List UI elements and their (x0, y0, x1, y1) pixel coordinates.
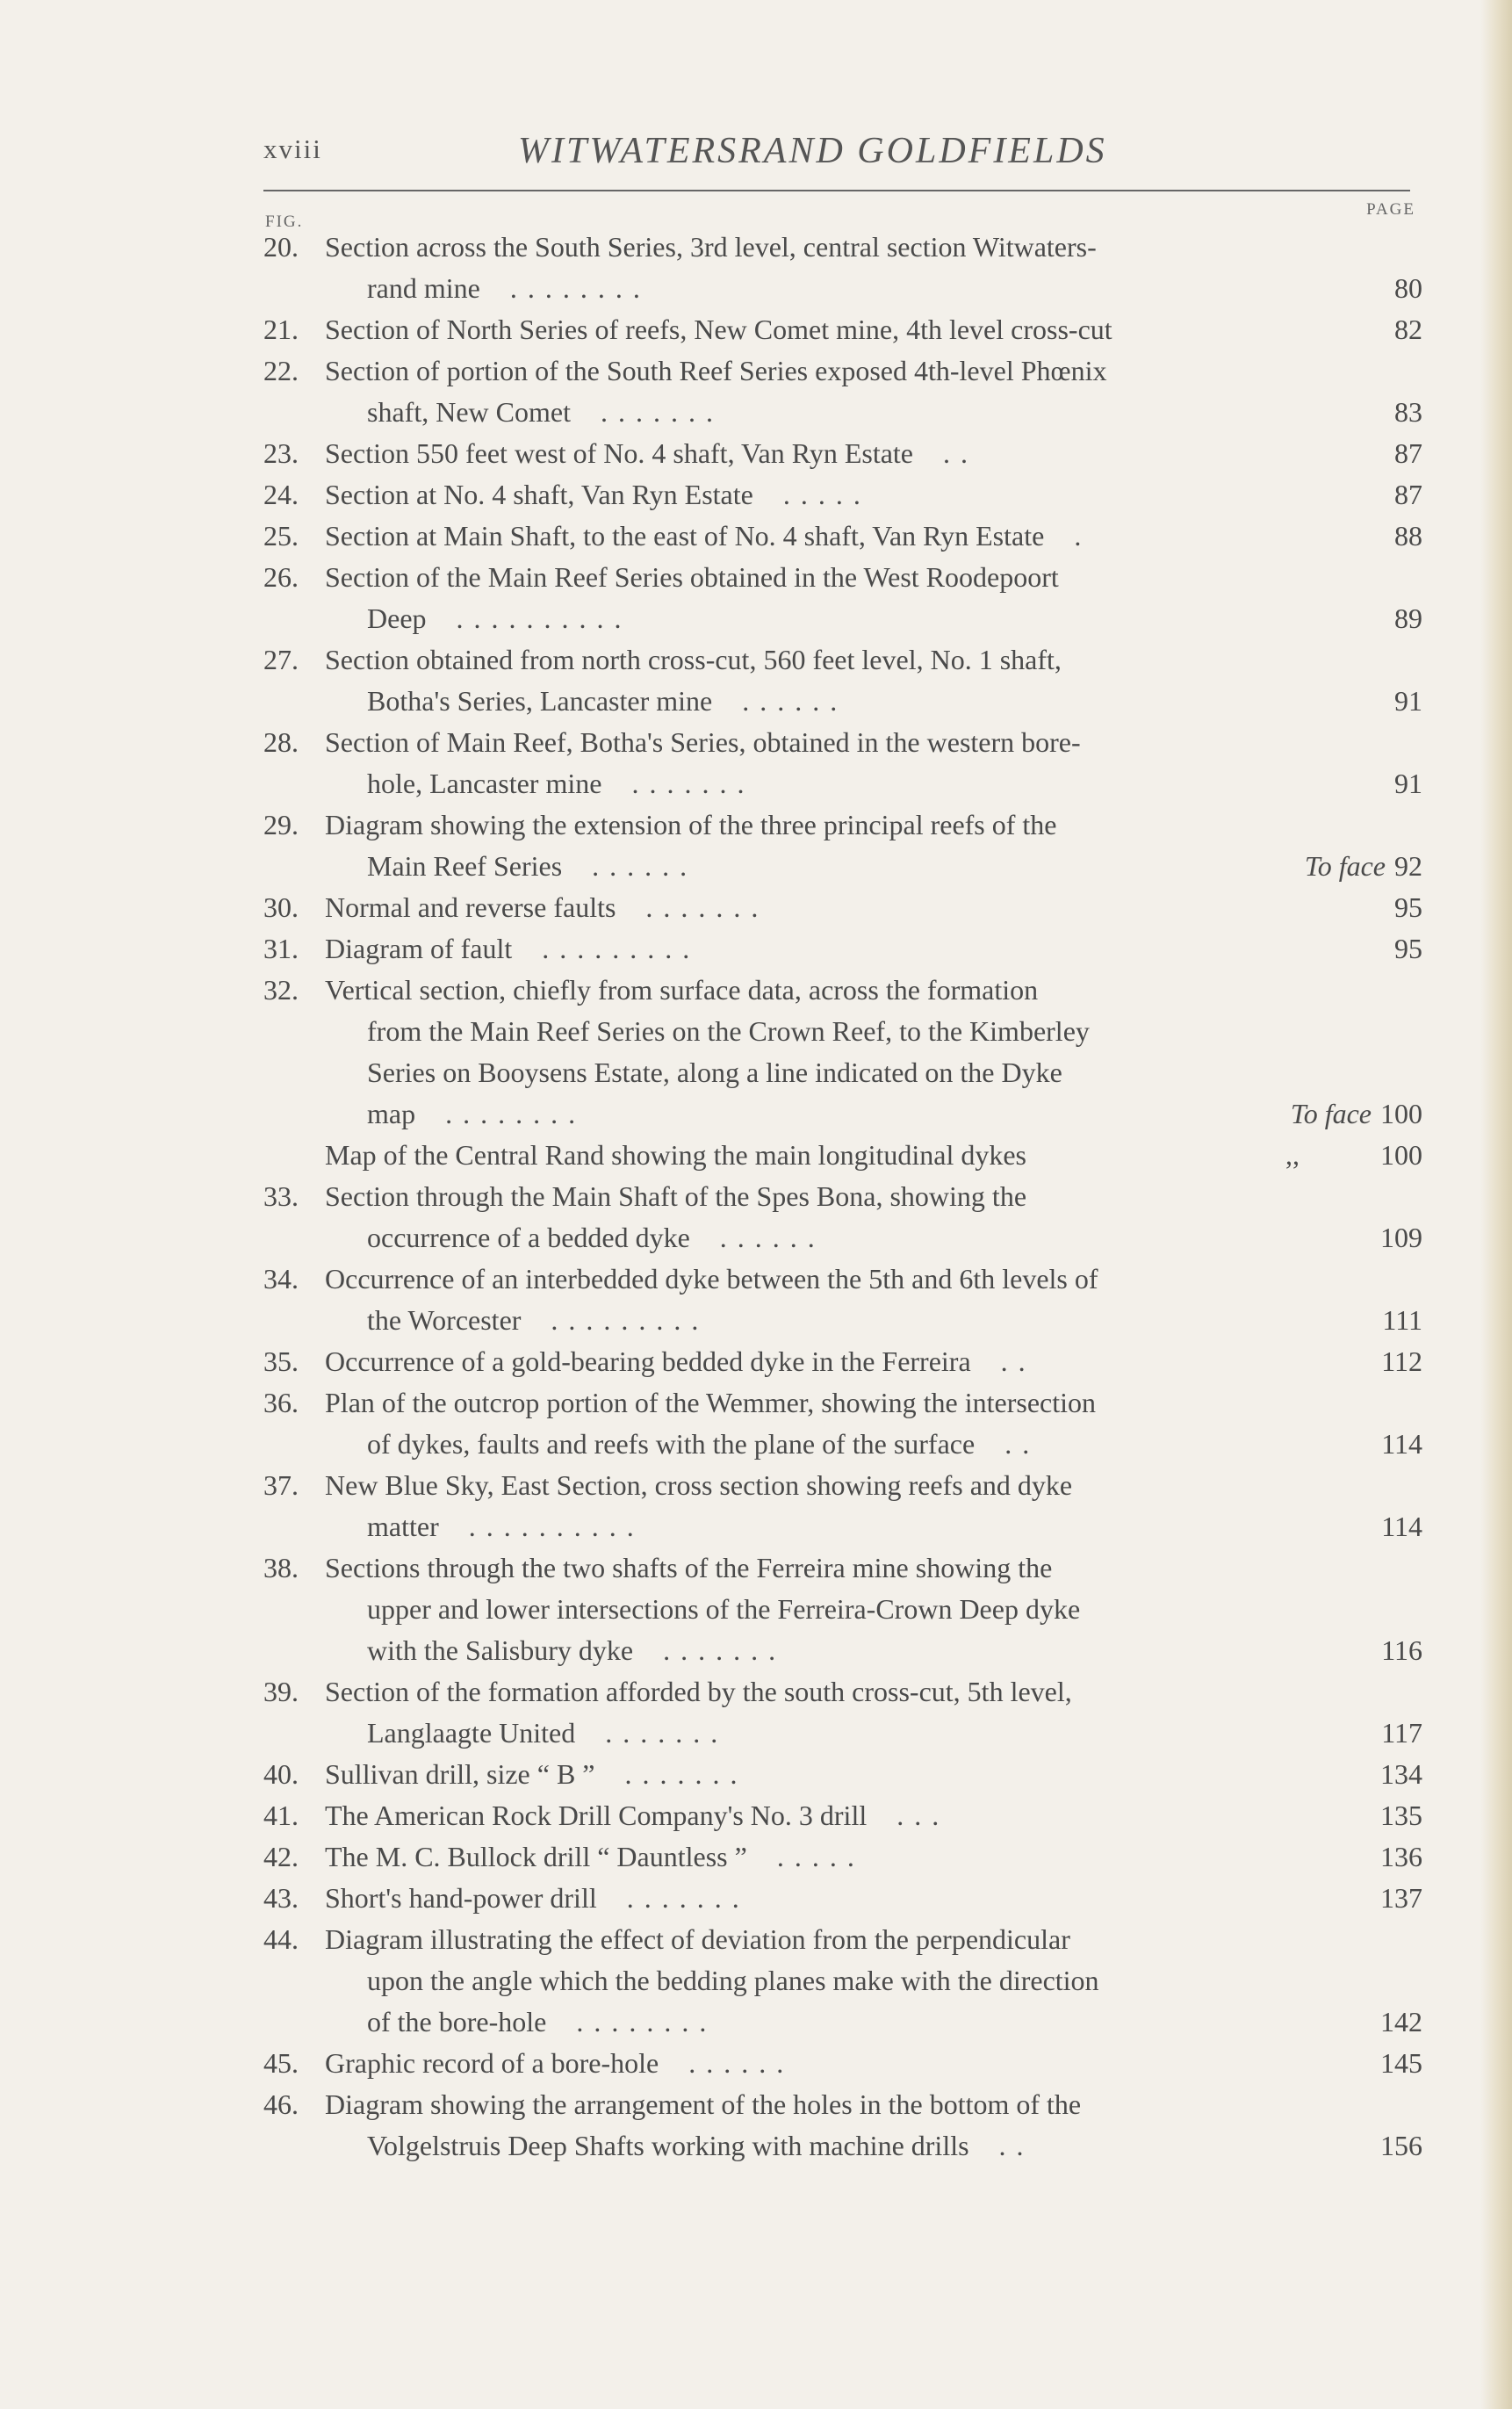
figure-entry (263, 433, 1422, 474)
figure-number: 31. (263, 933, 299, 964)
figure-description (325, 557, 1326, 639)
description-line: occurrence of a bedded dyke . . . . . . (367, 1222, 817, 1253)
leader-dots: . . . (888, 1800, 941, 1831)
page-number: 135 (1380, 1800, 1422, 1831)
figure-number: 20. (263, 231, 299, 263)
figure-number: 40. (263, 1758, 299, 1790)
figure-entry (263, 804, 1422, 887)
leader-dots: . . . . . . . . . (533, 933, 692, 964)
page-number: 87 (1394, 479, 1422, 510)
figure-description (325, 516, 1326, 557)
description-line: Short's hand-power drill . . . . . . . (325, 1882, 741, 1914)
leader-dots: . . . . . . . (596, 1717, 720, 1749)
figure-number: 32. (263, 974, 299, 1006)
leader-dots: . . . . . . . (617, 1882, 741, 1914)
figure-number: 28. (263, 726, 299, 758)
description-line: Graphic record of a bore-hole . . . . . . (325, 2047, 786, 2079)
page-number: 112 (1381, 1345, 1422, 1377)
page-number: To face 92 (1304, 850, 1422, 882)
page-number: 91 (1394, 768, 1422, 799)
leader-dots: . . (991, 1345, 1027, 1377)
page-number: 136 (1380, 1841, 1422, 1872)
description-line: Map of the Central Rand showing the main longitudinal dykes (325, 1139, 1026, 1171)
figure-entry (263, 928, 1422, 970)
figure-number: 21. (263, 314, 299, 345)
figure-entry (263, 1919, 1422, 2043)
figure-entry (263, 1754, 1422, 1795)
figure-entry (263, 227, 1422, 309)
leader-dots: . (1065, 520, 1084, 552)
figure-description (325, 970, 1326, 1135)
figure-number: 24. (263, 479, 299, 510)
description-line: Section through the Main Shaft of the Spes Bona, showing the (325, 1180, 1027, 1212)
figure-entry (263, 1259, 1422, 1341)
ditto-mark: ,, (1285, 1139, 1300, 1171)
description-line: Section at No. 4 shaft, Van Ryn Estate . . . . . (325, 479, 862, 510)
description-line: Normal and reverse faults . . . . . . . (325, 891, 760, 923)
figure-description (325, 1671, 1326, 1754)
page-number: 109 (1380, 1222, 1422, 1253)
leader-dots: . . . . . . (583, 850, 689, 882)
figure-entry (263, 1176, 1422, 1259)
figure-entry (263, 309, 1422, 350)
figure-entry (263, 887, 1422, 928)
figure-description (325, 722, 1326, 804)
description-line: with the Salisbury dyke . . . . . . . (367, 1634, 778, 1666)
figure-number: 43. (263, 1882, 299, 1914)
figure-description (325, 1259, 1326, 1341)
figure-entry (263, 1878, 1422, 1919)
figure-entry (263, 1836, 1422, 1878)
figure-number: 46. (263, 2088, 299, 2120)
leader-dots: . . . . . . . (623, 768, 746, 799)
figure-number: 29. (263, 809, 299, 840)
figure-number: 26. (263, 561, 299, 593)
description-line: Section across the South Series, 3rd level, central section Witwaters- (325, 231, 1097, 263)
leader-dots: . . . . . (774, 479, 862, 510)
figure-entry (263, 1795, 1422, 1836)
figure-entry (263, 722, 1422, 804)
leader-dots: . . . . . . . (616, 1758, 739, 1790)
figure-description (325, 639, 1326, 722)
description-line: of dykes, faults and reefs with the plane of the surface . . (367, 1428, 1032, 1460)
description-line: rand mine . . . . . . . . (367, 272, 642, 304)
figure-number: 23. (263, 437, 299, 469)
figure-description (325, 1836, 1326, 1878)
fig-column-label: FIG. (265, 213, 304, 231)
leader-dots: . . . . . . . . (567, 2006, 709, 2038)
description-line: Section at Main Shaft, to the east of No. 4 shaft, Van Ryn Estate . (325, 520, 1084, 552)
figure-description (325, 1878, 1326, 1919)
figure-description (325, 1465, 1326, 1547)
page-number: 137 (1380, 1882, 1422, 1914)
leader-dots: . . . . . . . . . . (459, 1511, 636, 1542)
leader-dots: . . . . . . (680, 2047, 786, 2079)
description-line: map . . . . . . . . (367, 1098, 578, 1129)
leader-dots: . . . . . . (710, 1222, 817, 1253)
description-line: Occurrence of a gold-bearing bedded dyke in the Ferreira . . (325, 1345, 1027, 1377)
figure-entry (263, 1135, 1422, 1176)
page-number: 83 (1394, 396, 1422, 428)
description-line: Plan of the outcrop portion of the Wemmer, showing the intersection (325, 1387, 1097, 1418)
figure-list (263, 227, 1422, 2167)
description-line: Section obtained from north cross-cut, 560 feet level, No. 1 shaft, (325, 644, 1062, 675)
description-line: shaft, New Comet . . . . . . . (367, 396, 715, 428)
description-line: Diagram showing the extension of the three principal reefs of the (325, 809, 1057, 840)
page-number: 134 (1380, 1758, 1422, 1790)
description-line: Deep . . . . . . . . . . (367, 602, 623, 634)
page (263, 0, 1422, 2409)
page-number: 100 (1380, 1139, 1422, 1171)
description-line: New Blue Sky, East Section, cross section showing reefs and dyke (325, 1469, 1073, 1501)
figure-description (325, 433, 1326, 474)
leader-dots: . . . . . . (733, 685, 839, 717)
description-line: Langlaagte United . . . . . . . (367, 1717, 720, 1749)
figure-description (325, 1341, 1326, 1382)
description-line: matter . . . . . . . . . . (367, 1511, 636, 1542)
description-line: Volgelstruis Deep Shafts working with machine drills . . (367, 2130, 1026, 2161)
to-face-note: To face (1304, 850, 1386, 882)
leader-dots: . . . . . . . . (436, 1098, 578, 1129)
description-line: Diagram showing the arrangement of the holes in the bottom of the (325, 2088, 1082, 2120)
description-line: Diagram of fault . . . . . . . . . (325, 933, 692, 964)
leader-dots: . . . . . . . . . . (447, 602, 623, 634)
description-line: Botha's Series, Lancaster mine . . . . . . (367, 685, 839, 717)
figure-description (325, 2084, 1326, 2167)
figure-number: 39. (263, 1676, 299, 1707)
description-line: Sections through the two shafts of the Ferreira mine showing the (325, 1552, 1053, 1583)
page-number: 80 (1394, 272, 1422, 304)
description-line: upper and lower intersections of the Ferreira-Crown Deep dyke (367, 1593, 1081, 1625)
figure-description (325, 1547, 1326, 1671)
leader-dots: . . (996, 1428, 1032, 1460)
page-number: 91 (1394, 685, 1422, 717)
figure-entry (263, 557, 1422, 639)
page-number: 114 (1381, 1511, 1422, 1542)
figure-number: 38. (263, 1552, 299, 1583)
description-line: The M. C. Bullock drill “ Dauntless ” . . . . . (325, 1841, 856, 1872)
figure-number: 44. (263, 1923, 299, 1955)
description-line: Occurrence of an interbedded dyke between the 5th and 6th levels of (325, 1263, 1098, 1295)
figure-entry (263, 639, 1422, 722)
description-line: Sullivan drill, size “ B ” . . . . . . . (325, 1758, 739, 1790)
page-number: 82 (1394, 314, 1422, 345)
page-number: 95 (1394, 891, 1422, 923)
description-line: Diagram illustrating the effect of deviation from the perpendicular (325, 1923, 1070, 1955)
figure-entry (263, 516, 1422, 557)
page-number: 145 (1380, 2047, 1422, 2079)
description-line: Section of the Main Reef Series obtained in the West Roodepoort (325, 561, 1059, 593)
figure-description (325, 474, 1326, 516)
description-line: Main Reef Series . . . . . . (367, 850, 689, 882)
figure-number: 25. (263, 520, 299, 552)
page-number: 87 (1394, 437, 1422, 469)
column-labels (263, 200, 1422, 231)
figure-entry (263, 474, 1422, 516)
page-edge (1480, 0, 1512, 2409)
leader-dots: . . (934, 437, 969, 469)
description-line: Vertical section, chiefly from surface data, across the formation (325, 974, 1039, 1006)
figure-entry (263, 1671, 1422, 1754)
description-line: Section 550 feet west of No. 4 shaft, Van Ryn Estate . . (325, 437, 969, 469)
figure-description (325, 1754, 1326, 1795)
description-line: Section of the formation afforded by the south cross-cut, 5th level, (325, 1676, 1072, 1707)
figure-description (325, 887, 1326, 928)
figure-entry (263, 1341, 1422, 1382)
figure-number: 34. (263, 1263, 299, 1295)
leader-dots: . . . . . . . . (500, 272, 642, 304)
leader-dots: . . . . . . . (591, 396, 715, 428)
figure-entry (263, 2084, 1422, 2167)
figure-description (325, 1176, 1326, 1259)
figure-entry (263, 970, 1422, 1135)
leader-dots: . . (990, 2130, 1026, 2161)
figure-description (325, 309, 1326, 350)
figure-description (325, 1382, 1326, 1465)
figure-number: 37. (263, 1469, 299, 1501)
page-number: 95 (1394, 933, 1422, 964)
figure-entry (263, 1465, 1422, 1547)
header-rule (263, 190, 1410, 191)
description-line: of the bore-hole . . . . . . . . (367, 2006, 709, 2038)
page-folio: xviii (263, 133, 322, 164)
description-line: hole, Lancaster mine . . . . . . . (367, 768, 746, 799)
description-line: upon the angle which the bedding planes make with the direction (367, 1965, 1099, 1996)
page-number: 111 (1382, 1304, 1422, 1336)
figure-number: 36. (263, 1387, 299, 1418)
figure-description (325, 1135, 1326, 1176)
figure-description (325, 1919, 1326, 2043)
page-column-label: PAGE (1366, 200, 1415, 219)
figure-number: 27. (263, 644, 299, 675)
figure-description (325, 2043, 1326, 2084)
running-head (263, 130, 1422, 174)
page-number: 117 (1381, 1717, 1422, 1749)
figure-entry (263, 1382, 1422, 1465)
description-line: Section of North Series of reefs, New Comet mine, 4th level cross-cut (325, 314, 1112, 345)
leader-dots: . . . . . . . . . (542, 1304, 701, 1336)
to-face-note: To face (1290, 1098, 1372, 1129)
leader-dots: . . . . . . . (654, 1634, 778, 1666)
page-title: WITWATERSRAND GOLDFIELDS (518, 131, 1107, 171)
figure-entry (263, 350, 1422, 433)
page-number: 88 (1394, 520, 1422, 552)
leader-dots: . . . . . . . (637, 891, 760, 923)
figure-number: 42. (263, 1841, 299, 1872)
description-line: Section of portion of the South Reef Series exposed 4th-level Phœnix (325, 355, 1107, 386)
figure-number: 22. (263, 355, 299, 386)
page-number: 156 (1380, 2130, 1422, 2161)
leader-dots: . . . . . (767, 1841, 856, 1872)
page-number: 142 (1380, 2006, 1422, 2038)
figure-number: 41. (263, 1800, 299, 1831)
figure-number: 33. (263, 1180, 299, 1212)
description-line: the Worcester . . . . . . . . . (367, 1304, 701, 1336)
figure-description (325, 1795, 1326, 1836)
page-number: 114 (1381, 1428, 1422, 1460)
page-number: 89 (1394, 602, 1422, 634)
figure-description (325, 928, 1326, 970)
figure-description (325, 227, 1326, 309)
figure-description (325, 350, 1326, 433)
figure-description (325, 804, 1326, 887)
figure-entry (263, 1547, 1422, 1671)
page-number: 116 (1381, 1634, 1422, 1666)
description-line: Section of Main Reef, Botha's Series, obtained in the western bore- (325, 726, 1081, 758)
description-line: from the Main Reef Series on the Crown Reef, to the Kimberley (367, 1015, 1090, 1047)
figure-entry (263, 2043, 1422, 2084)
page-number: To face 100 (1290, 1098, 1422, 1129)
figure-number: 30. (263, 891, 299, 923)
figure-number: 35. (263, 1345, 299, 1377)
description-line: Series on Booysens Estate, along a line indicated on the Dyke (367, 1057, 1062, 1088)
description-line: The American Rock Drill Company's No. 3 drill . . . (325, 1800, 941, 1831)
figure-number: 45. (263, 2047, 299, 2079)
